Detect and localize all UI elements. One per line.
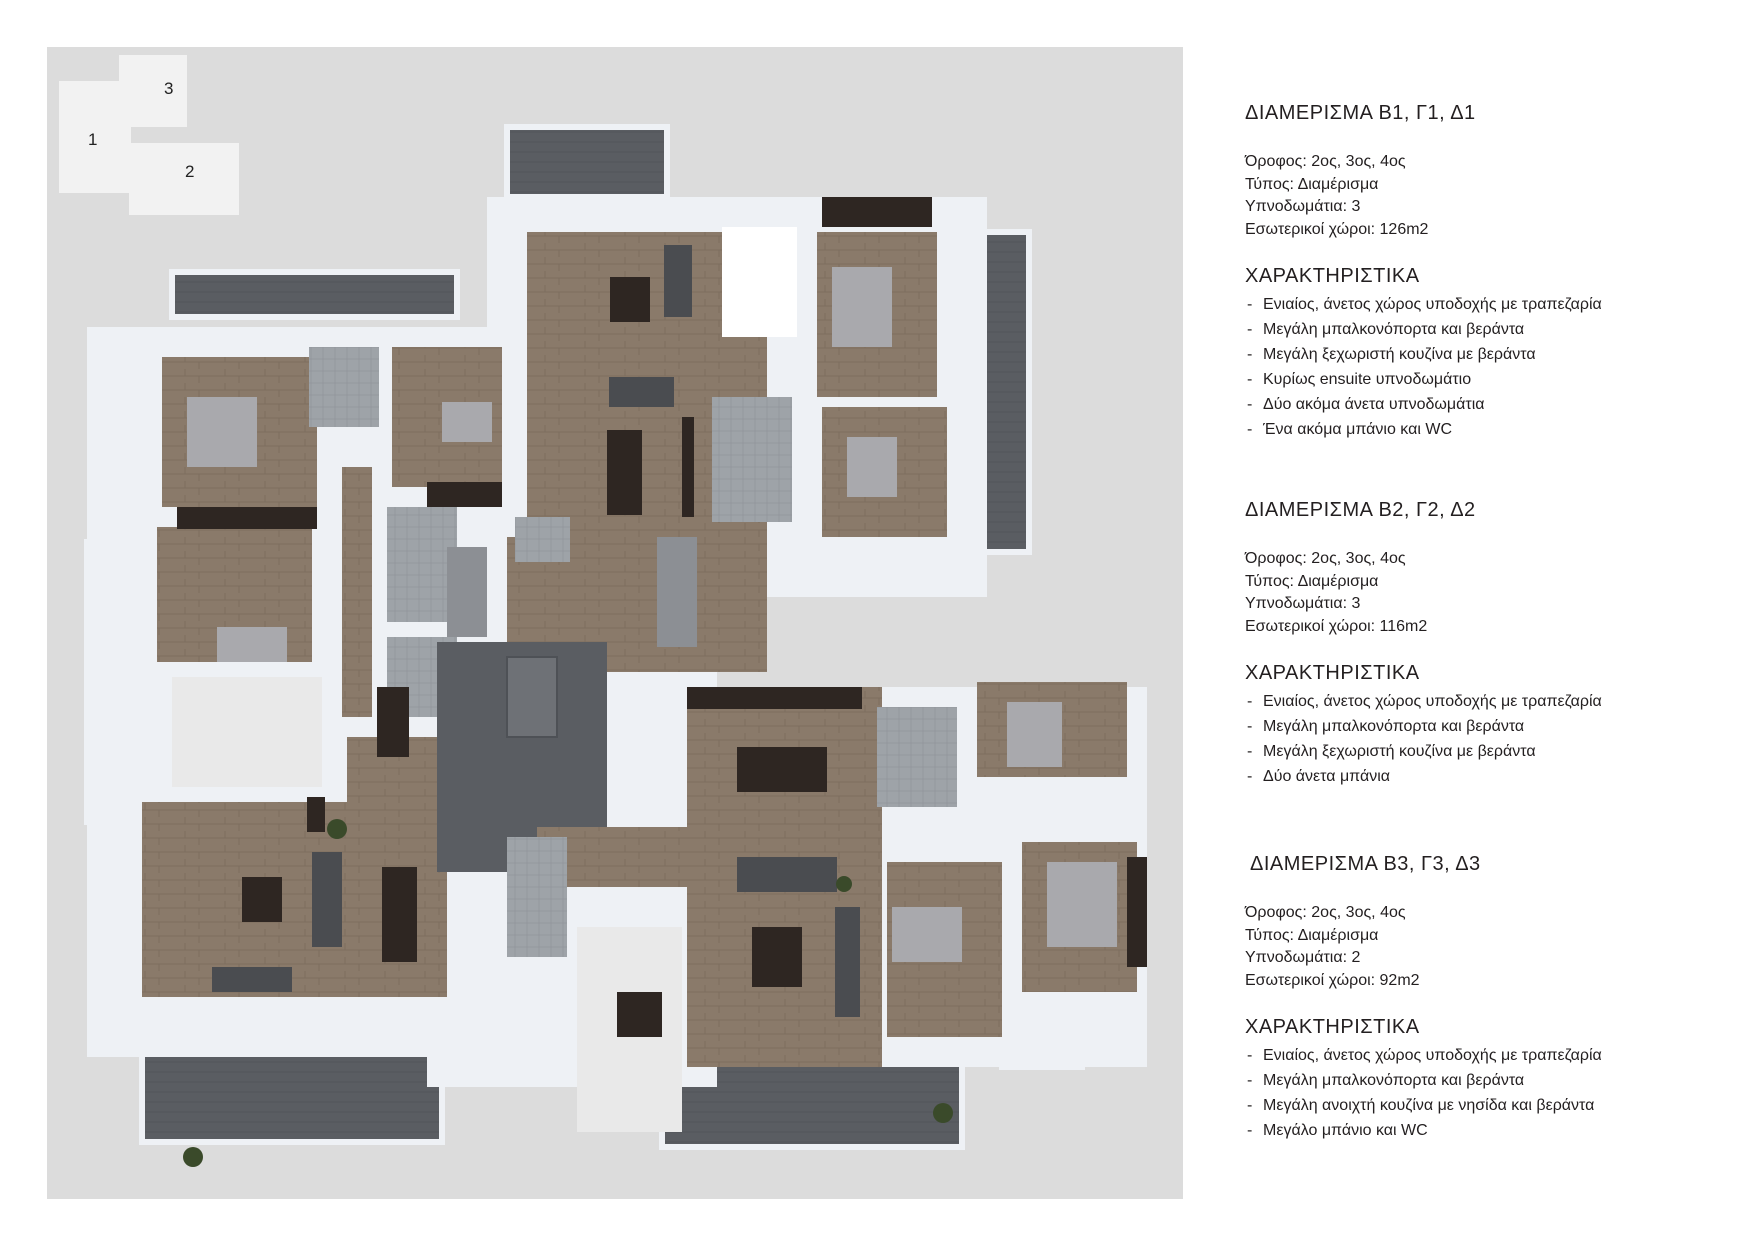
apartment-1-rooms: [507, 197, 947, 672]
apartment-b1-floor: Όροφος: 2ος, 3ος, 4ος: [1245, 153, 1406, 170]
site-key-map: [59, 55, 239, 215]
apartment-b1-type: Τύπος: Διαμέρισμα: [1245, 175, 1379, 193]
site-key-label-2: 2: [185, 162, 195, 181]
apartment-b3-features: [1245, 1043, 1720, 1143]
site-key-label-1: 1: [88, 130, 98, 149]
apartment-b1-features: [1245, 292, 1715, 442]
floor-plan-drawing: [47, 47, 1183, 1199]
apartment-b1-bedrooms: Υπνοδωμάτια: 3: [1245, 198, 1361, 215]
feature-item: - Κυρίως ensuite υπνοδωμάτιο: [1247, 371, 1472, 388]
apartment-b1-features-title: ΧΑΡΑΚΤΗΡΙΣΤΙΚΑ: [1245, 265, 1420, 287]
feature-item: - Ενιαίος, άνετος χώρος υποδοχής με τραπεζαρία: [1247, 1047, 1602, 1064]
apartment-b2-features-title: ΧΑΡΑΚΤΗΡΙΣΤΙΚΑ: [1245, 662, 1420, 684]
feature-item: - Μεγάλο μπάνιο και WC: [1247, 1122, 1428, 1139]
apartment-b2-section: [1245, 499, 1715, 789]
apartment-b3-area: Εσωτερικοί χώροι: 92m2: [1245, 971, 1420, 989]
apartment-b3-bedrooms: Υπνοδωμάτια: 2: [1245, 949, 1361, 966]
feature-item: - Μεγάλη ξεχωριστή κουζίνα με βεράντα: [1247, 346, 1536, 363]
apartment-b2-bedrooms: Υπνοδωμάτια: 3: [1245, 595, 1361, 612]
apartment-b3-features-title: ΧΑΡΑΚΤΗΡΙΣΤΙΚΑ: [1245, 1016, 1420, 1038]
feature-item: - Μεγάλη μπαλκονόπορτα και βεράντα: [1247, 1072, 1525, 1089]
feature-item: - Μεγάλη μπαλκονόπορτα και βεράντα: [1247, 321, 1525, 338]
feature-item: - Μεγάλη μπαλκονόπορτα και βεράντα: [1247, 718, 1525, 735]
apartment-b1-section: [1245, 102, 1715, 442]
feature-item: - Ενιαίος, άνετος χώρος υποδοχής με τραπεζαρία: [1247, 693, 1602, 710]
apartment-b2-title: ΔΙΑΜΕΡΙΣΜΑ Β2, Γ2, Δ2: [1245, 499, 1476, 521]
feature-item: - Ενιαίος, άνετος χώρος υποδοχής με τραπεζαρία: [1247, 296, 1602, 313]
apartment-b1-area: Εσωτερικοί χώροι: 126m2: [1245, 220, 1429, 238]
site-key-label-3: 3: [164, 79, 174, 98]
apartment-b3-section: [1245, 853, 1720, 1143]
feature-item: - Δύο άνετα μπάνια: [1247, 768, 1391, 785]
apartment-b3-floor: Όροφος: 2ος, 3ος, 4ος: [1245, 904, 1406, 921]
apartment-b2-type: Τύπος: Διαμέρισμα: [1245, 572, 1379, 590]
apartment-b2-floor: Όροφος: 2ος, 3ος, 4ος: [1245, 550, 1406, 567]
apartment-b3-type: Τύπος: Διαμέρισμα: [1245, 926, 1379, 944]
apartment-b1-title: ΔΙΑΜΕΡΙΣΜΑ Β1, Γ1, Δ1: [1245, 102, 1476, 124]
feature-item: - Μεγάλη ανοιχτή κουζίνα με νησίδα και βεράντα: [1247, 1097, 1595, 1114]
apartment-b2-features: [1245, 689, 1715, 789]
apartment-b2-area: Εσωτερικοί χώροι: 116m2: [1245, 617, 1428, 635]
feature-item: - Ένα ακόμα μπάνιο και WC: [1247, 421, 1452, 438]
floor-plan-panel: [47, 47, 1183, 1199]
feature-item: - Δύο ακόμα άνετα υπνοδωμάτια: [1247, 396, 1485, 413]
feature-item: - Μεγάλη ξεχωριστή κουζίνα με βεράντα: [1247, 743, 1536, 760]
apartment-b3-title: ΔΙΑΜΕΡΙΣΜΑ Β3, Γ3, Δ3: [1250, 853, 1481, 875]
